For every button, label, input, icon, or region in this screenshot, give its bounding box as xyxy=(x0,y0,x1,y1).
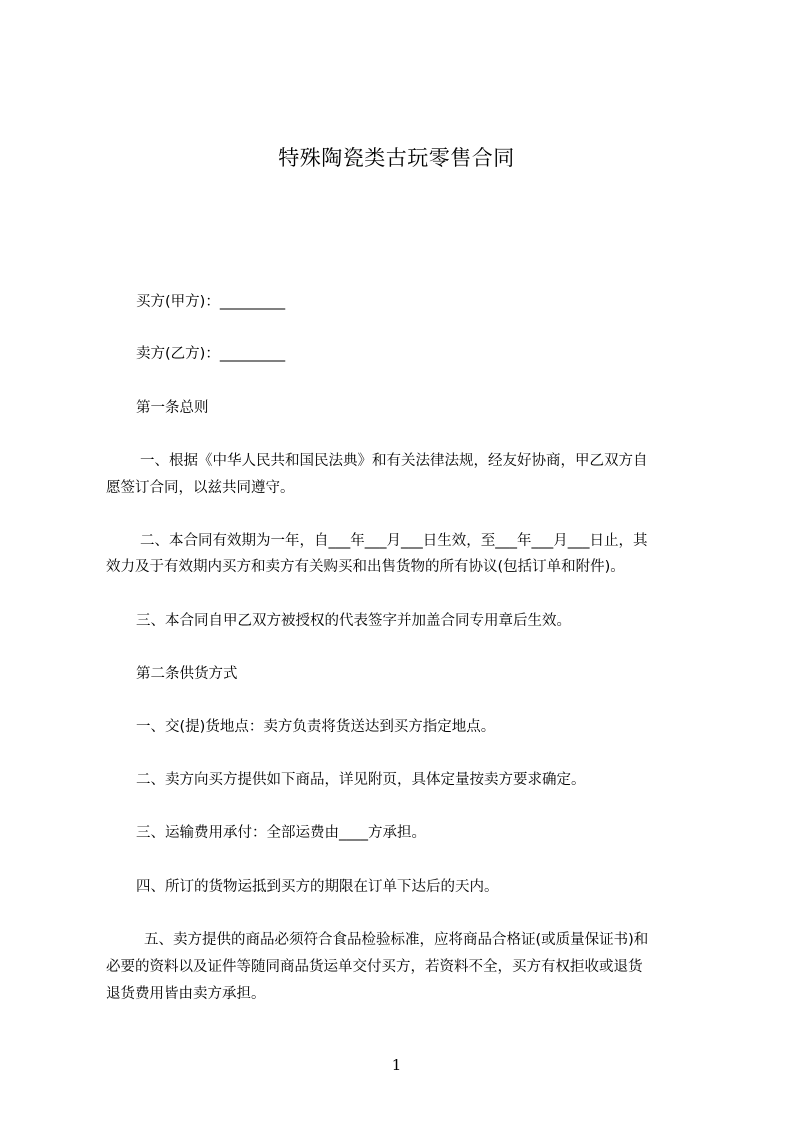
seller-line: 卖方(乙方)：_________ xyxy=(136,346,286,362)
paragraph-line: 五、卖方提供的商品必须符合食品检验标准，应将商品合格证(或质量保证书)和 xyxy=(144,932,649,948)
paragraph-line: 一、交(提)货地点：卖方负责将货送达到买方指定地点。 xyxy=(136,719,496,735)
paragraph-line: 必要的资料以及证件等随同商品货运单交付买方，若资料不全，买方有权拒收或退货 xyxy=(106,959,643,975)
document-title: 特殊陶瓷类古玩零售合同 xyxy=(278,146,515,170)
paragraph-line: 二、卖方向买方提供如下商品，详见附页，具体定量按卖方要求确定。 xyxy=(136,772,586,788)
section-heading: 第二条供货方式 xyxy=(136,666,238,682)
paragraph-line: 效力及于有效期内买方和卖方有关购买和出售货物的所有协议(包括订单和附件)。 xyxy=(106,559,625,575)
paragraph-line: 退货费用皆由卖方承担。 xyxy=(106,986,266,1002)
paragraph-line: 愿签订合同，以兹共同遵守。 xyxy=(106,480,295,496)
paragraph-line: 三、运输费用承付：全部运费由____方承担。 xyxy=(136,825,426,841)
buyer-line: 买方(甲方)：_________ xyxy=(136,294,286,310)
page-number: 1 xyxy=(391,1056,402,1074)
paragraph-line: 四、所订的货物运抵到买方的期限在订单下达后的天内。 xyxy=(136,879,499,895)
section-heading: 第一条总则 xyxy=(136,400,209,416)
paragraph-line: 一、根据《中华人民共和国民法典》和有关法律法规，经友好协商，甲乙双方自 xyxy=(140,453,648,469)
paragraph-line: 三、本合同自甲乙双方被授权的代表签字并加盖合同专用章后生效。 xyxy=(136,613,571,629)
paragraph-line: 二、本合同有效期为一年，自___年___月___日生效，至___年___月___日止，其 xyxy=(140,533,648,549)
